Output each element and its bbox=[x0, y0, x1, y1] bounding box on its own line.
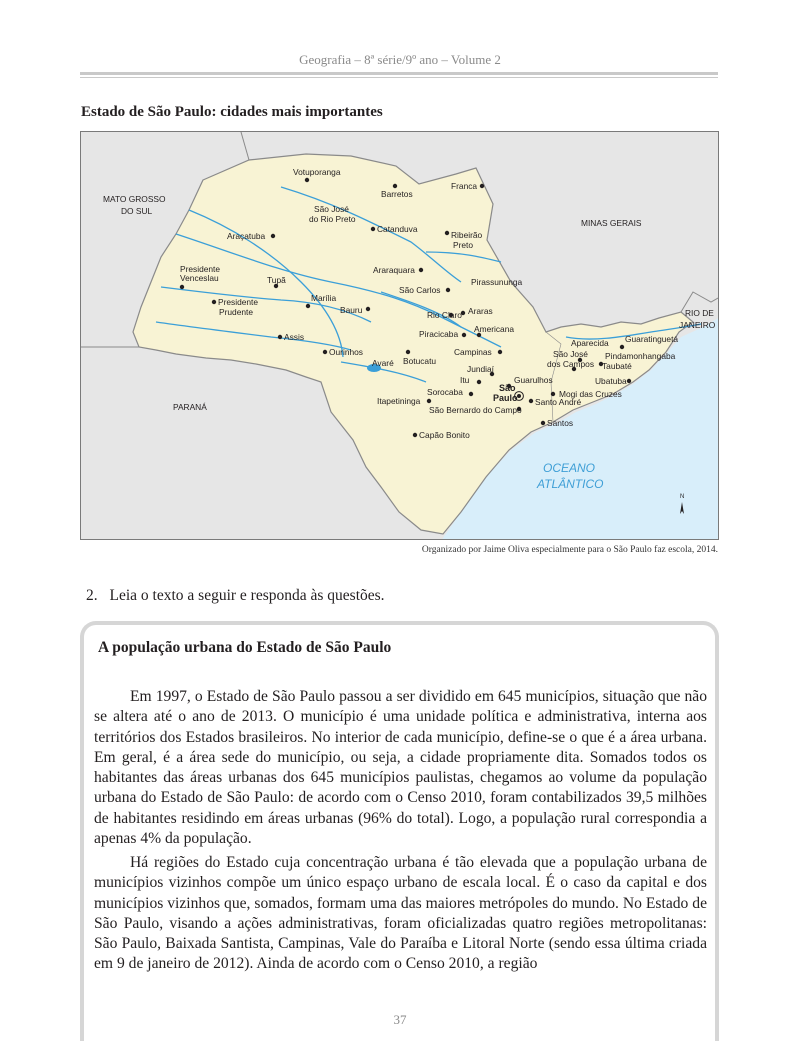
city-label-sao-carlos: São Carlos bbox=[399, 285, 441, 295]
city-label-taubate: Taubaté bbox=[602, 361, 632, 371]
city-label-sbc: São Bernardo do Campo bbox=[429, 405, 522, 415]
city-dot bbox=[366, 307, 370, 311]
city-dot bbox=[498, 350, 502, 354]
city-label-pv-1: Presidente bbox=[180, 264, 221, 274]
label-mato-grosso-2: DO SUL bbox=[121, 206, 153, 216]
city-dot bbox=[427, 399, 431, 403]
city-label-campinas: Campinas bbox=[454, 347, 492, 357]
city-dot bbox=[551, 392, 555, 396]
city-dot bbox=[469, 392, 473, 396]
city-label-pv-2: Venceslau bbox=[180, 273, 219, 283]
reading-paragraph-1: Em 1997, o Estado de São Paulo passou a ser dividido em 645 municípios, situação que não se altera até o ano de 2013. O município é uma unidade política e administrativa, interna aos territórios dos Estados brasileiros. No interior de cada município, define-se o que é a área urbana. Em geral, é a área sede do município, ou seja, a cidade propriamente dita. Somados todos os habitantes das áreas urbanas dos 645 municípios paulistas, chegamos ao volume da população urbana do Estado de São Paulo: de acordo com o Censo 2010, foram contabilizados 39,5 milhões de habitantes residindo em áreas urbanas (96% do total). Logo, a população rural correspondia a apenas 4% da população. bbox=[94, 688, 707, 848]
label-rio-2: JANEIRO bbox=[679, 320, 716, 330]
city-label-guarulhos: Guarulhos bbox=[514, 375, 553, 385]
city-label-franca: Franca bbox=[451, 181, 478, 191]
city-dot bbox=[419, 268, 423, 272]
city-label-aparecida: Aparecida bbox=[571, 338, 609, 348]
city-label-santos: Santos bbox=[547, 418, 574, 428]
city-label-ribeirao-2: Preto bbox=[453, 240, 474, 250]
city-label-itapetininga: Itapetininga bbox=[377, 396, 421, 406]
city-dot bbox=[627, 379, 631, 383]
city-label-guaratingueta: Guaratinguetá bbox=[625, 334, 679, 344]
city-label-mogi: Mogi das Cruzes bbox=[559, 389, 622, 399]
city-label-ourinhos: Ourinhos bbox=[329, 347, 363, 357]
city-label-santo-andre: Santo André bbox=[535, 397, 582, 407]
city-label-rio-claro: Rio Claro bbox=[427, 310, 462, 320]
ocean-label-2: ATLÂNTICO bbox=[537, 477, 604, 491]
reading-box-title: A população urbana do Estado de São Paulo bbox=[98, 639, 392, 656]
city-dot bbox=[323, 350, 327, 354]
ocean-label-1: OCEANO bbox=[543, 461, 596, 475]
city-dot bbox=[305, 178, 309, 182]
city-dot bbox=[180, 285, 184, 289]
city-label-jundiai: Jundiaí bbox=[467, 364, 495, 374]
label-minas-gerais: MINAS GERAIS bbox=[581, 218, 642, 228]
city-label-aracatuba: Araçatuba bbox=[227, 231, 266, 241]
city-label-sjc-1: São José bbox=[553, 349, 588, 359]
city-dot bbox=[477, 380, 481, 384]
city-label-capao-bonito: Capão Bonito bbox=[419, 430, 470, 440]
city-label-pirassununga: Pirassununga bbox=[471, 277, 523, 287]
city-dot bbox=[413, 433, 417, 437]
city-label-tupa: Tupã bbox=[267, 275, 286, 285]
city-label-sp-1: São bbox=[499, 383, 516, 393]
city-dot bbox=[406, 350, 410, 354]
city-label-barretos: Barretos bbox=[381, 189, 413, 199]
city-dot bbox=[306, 304, 310, 308]
city-dot bbox=[212, 300, 216, 304]
reading-paragraph-2: Há regiões do Estado cuja concentração urbana é tão elevada que a população urbana de municípios vizinhos compõe um único espaço urbano de escala local. É o caso da capital e dos municípios vizinhos que, somados, formam uma das maiores metrópoles do mundo. No Estado de São Paulo, visando a ações administrativas, foram oficializadas quatro regiões metropolitanas: São Paulo, Baixada Santista, Campinas, Vale do Paraíba e Litoral Norte (sendo essa última criada em 9 de janeiro de 2012). Ainda de acordo com o Censo 2010, a região bbox=[94, 854, 707, 973]
city-label-pp-1: Presidente bbox=[218, 297, 259, 307]
city-label-catanduva: Catanduva bbox=[377, 224, 418, 234]
question-text: Leia o texto a seguir e responda às questões. bbox=[109, 587, 385, 604]
city-label-bauru: Bauru bbox=[340, 305, 363, 315]
city-label-sjc-2: dos Campos bbox=[547, 359, 595, 369]
city-label-araraquara: Araraquara bbox=[373, 265, 415, 275]
city-label-assis: Assis bbox=[284, 332, 305, 342]
city-label-pindamonhangaba: Pindamonhangaba bbox=[605, 351, 676, 361]
city-label-avare: Avaré bbox=[372, 358, 394, 368]
sao-paulo-map bbox=[81, 132, 719, 540]
city-label-itu: Itu bbox=[460, 375, 470, 385]
city-dot bbox=[462, 333, 466, 337]
city-dot bbox=[371, 227, 375, 231]
city-dot bbox=[445, 231, 449, 235]
city-dot bbox=[480, 184, 484, 188]
north-label: N bbox=[680, 494, 685, 500]
reading-box bbox=[80, 621, 719, 1041]
city-label-sjrp-1: São José bbox=[314, 204, 349, 214]
city-dot bbox=[278, 335, 282, 339]
city-label-sp-2: Paulo bbox=[493, 393, 518, 403]
map-figure bbox=[80, 131, 719, 540]
page-number: 37 bbox=[393, 1012, 407, 1027]
label-rio-1: RIO DE bbox=[685, 308, 714, 318]
map-credit: Organizado por Jaime Oliva especialmente para o São Paulo faz escola, 2014. bbox=[421, 545, 718, 555]
city-label-ribeirao-1: Ribeirão bbox=[451, 230, 483, 240]
city-label-americana: Americana bbox=[474, 324, 515, 334]
city-label-sjrp-2: do Rio Preto bbox=[309, 214, 356, 224]
city-label-sorocaba: Sorocaba bbox=[427, 387, 463, 397]
question-item bbox=[86, 587, 385, 605]
city-dot bbox=[446, 288, 450, 292]
city-label-botucatu: Botucatu bbox=[403, 356, 437, 366]
city-label-araras: Araras bbox=[468, 306, 493, 316]
city-dot bbox=[620, 345, 624, 349]
question-number: 2. bbox=[86, 587, 98, 604]
city-label-pp-2: Prudente bbox=[219, 307, 253, 317]
city-dot bbox=[541, 421, 545, 425]
city-label-piracicaba: Piracicaba bbox=[419, 329, 459, 339]
header-rule-thin bbox=[80, 77, 718, 78]
label-mato-grosso-1: MATO GROSSO bbox=[103, 194, 166, 204]
map-title: Estado de São Paulo: cidades mais importantes bbox=[81, 104, 383, 120]
city-label-marilia: Marília bbox=[311, 293, 337, 303]
city-dot bbox=[271, 234, 275, 238]
label-parana: PARANÁ bbox=[173, 402, 207, 412]
header-rule bbox=[80, 72, 718, 75]
city-dot bbox=[393, 184, 397, 188]
city-dot bbox=[529, 399, 533, 403]
city-label-votuporanga: Votuporanga bbox=[293, 167, 341, 177]
running-head: Geografia – 8ª série/9º ano – Volume 2 bbox=[299, 52, 501, 67]
city-label-ubatuba: Ubatuba bbox=[595, 376, 627, 386]
